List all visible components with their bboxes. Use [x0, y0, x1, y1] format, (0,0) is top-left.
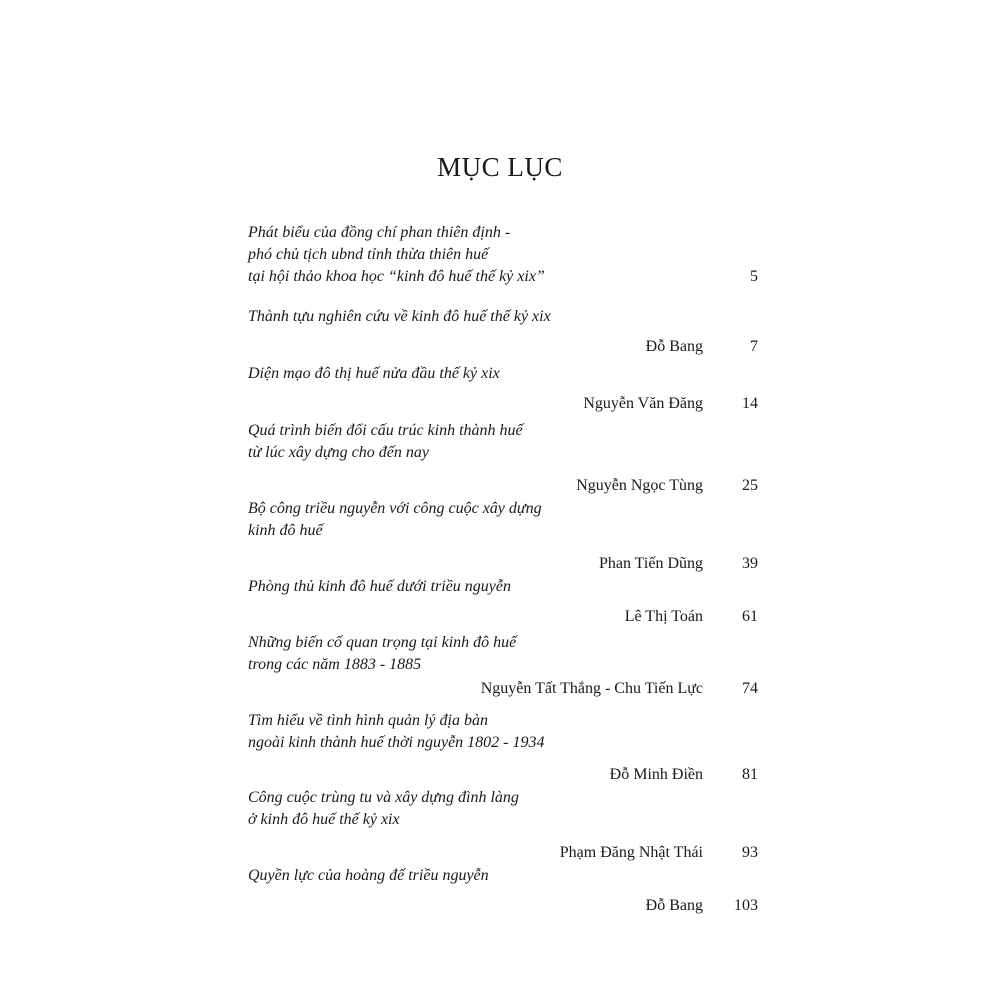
entry-author: Nguyễn Ngọc Tùng	[576, 477, 703, 494]
entry-title-line: ở kinh đô huế thế kỷ xix	[248, 811, 400, 828]
entry-page-number: 39	[742, 555, 758, 572]
entry-title-line: Diện mạo đô thị huế nửa đầu thế kỷ xix	[248, 365, 500, 382]
entry-author: Đỗ Bang	[645, 897, 703, 914]
toc-entry	[248, 576, 758, 628]
entry-meta	[248, 895, 758, 917]
toc-entry	[248, 306, 758, 358]
toc-entry	[248, 498, 758, 575]
entry-title-line: phó chủ tịch ubnd tỉnh thừa thiên huế	[248, 246, 489, 263]
entry-meta	[248, 678, 758, 700]
entry-meta	[248, 606, 758, 628]
toc-entry	[248, 420, 758, 497]
entry-meta	[248, 475, 758, 497]
entry-title-line: tại hội thảo khoa học “kinh đô huế thế kỷ xix”	[248, 268, 545, 285]
entry-page-number: 81	[742, 766, 758, 783]
entry-title-line: ngoài kinh thành huế thời nguyễn 1802 - 1934	[248, 734, 545, 751]
entry-title-line: Quá trình biến đổi cấu trúc kinh thành huế	[248, 422, 523, 439]
entry-author: Nguyễn Văn Đăng	[583, 395, 703, 412]
entry-page-number: 93	[742, 844, 758, 861]
entry-title-line: Những biến cố quan trọng tại kinh đô huế	[248, 634, 517, 651]
entry-title-line: trong các năm 1883 - 1885	[248, 656, 422, 673]
entry-meta	[248, 266, 758, 288]
toc-heading: MỤC LỤC	[437, 152, 563, 182]
entry-author: Đỗ Bang	[645, 338, 703, 355]
entry-meta	[248, 764, 758, 786]
entry-author: Đỗ Minh Điền	[609, 766, 703, 783]
entry-page-number: 74	[742, 680, 758, 697]
entry-page-number: 103	[734, 897, 758, 914]
entry-title-line: Thành tựu nghiên cứu về kinh đô huế thế kỷ xix	[248, 308, 551, 325]
entry-page-number: 25	[742, 477, 758, 494]
entry-author: Lê Thị Toán	[624, 608, 703, 625]
entry-title-line: Phát biểu của đồng chí phan thiên định -	[248, 224, 511, 241]
entry-title-line: Tìm hiểu về tình hình quản lý địa bàn	[248, 712, 488, 729]
entry-title-line: Phòng thủ kinh đô huế dưới triều nguyễn	[248, 578, 511, 595]
entry-title-line: Quyền lực của hoàng đế triều nguyễn	[248, 867, 489, 884]
entry-page-number: 14	[742, 395, 758, 412]
toc-entry	[248, 865, 758, 917]
toc-entry	[248, 222, 758, 288]
entry-author: Phan Tiến Dũng	[598, 555, 703, 572]
entry-meta	[248, 842, 758, 864]
entry-page-number: 7	[750, 338, 758, 355]
toc-entry	[248, 632, 758, 700]
entry-page-number: 5	[750, 268, 758, 285]
entry-meta	[248, 553, 758, 575]
entry-author: Phạm Đăng Nhật Thái	[559, 844, 703, 861]
entry-meta	[248, 393, 758, 415]
toc-entry	[248, 787, 758, 864]
entry-title-line: từ lúc xây dựng cho đến nay	[248, 444, 429, 461]
entry-author: Nguyễn Tất Thắng - Chu Tiến Lực	[480, 680, 703, 697]
entry-title-line: Công cuộc trùng tu và xây dựng đình làng	[248, 789, 519, 806]
entry-title-line: kinh đô huế	[248, 522, 323, 539]
entry-meta	[248, 336, 758, 358]
entry-title-line: Bộ công triều nguyễn với công cuộc xây dựng	[248, 500, 542, 517]
entry-page-number: 61	[742, 608, 758, 625]
toc-entry	[248, 363, 758, 415]
toc-entry	[248, 710, 758, 786]
